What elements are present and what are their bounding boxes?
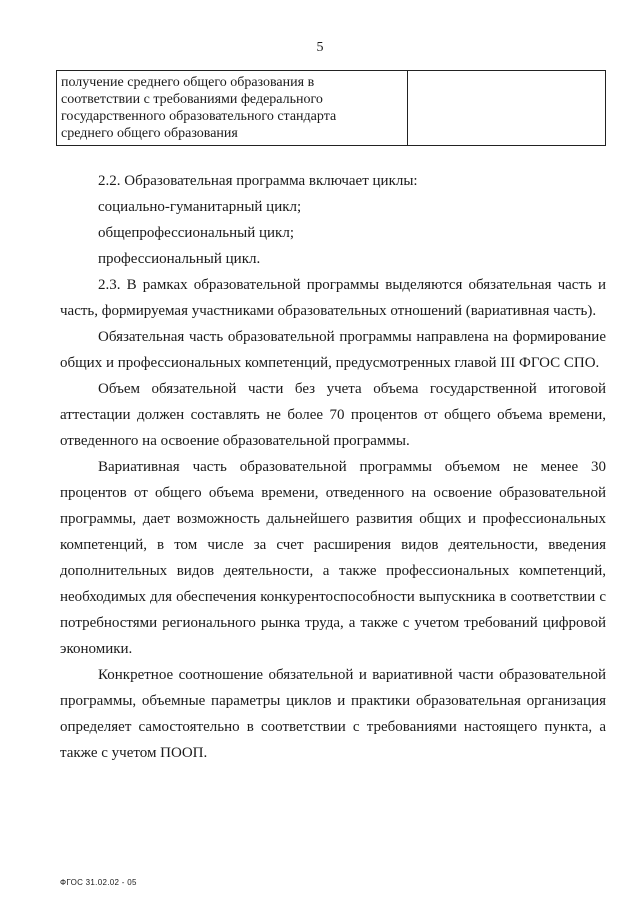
document-body [60,168,606,766]
cycle-item: социально-гуманитарный цикл; [98,199,302,215]
table-cell-left [57,71,408,145]
cycle-item: общепрофессиональный цикл; [98,225,294,241]
paragraph-volume: Объем обязательной части без учета объема государственной итоговой аттестации должен составлять не более 70 процентов от общего объема времени, отведенного на освоение образовательной программы. [60,381,606,449]
table-cell-line: среднего общего образования [61,126,238,141]
paragraph-variative-part: Вариативная часть образовательной программы объемом не менее 30 процентов от общего объема времени, отведенного на освоение образовательной программы, дает возможность дальнейшего развития общих и профессиональных компетенций, в том числе за счет расширения видов деятельности, введения дополнительных видов деятельности, а также профессиональных компетенций, необходимых для обеспечения конкурентоспособности выпускника в соответствии с потребностями регионального рынка труда, а также с учетом требований цифровой экономики. [60,459,606,657]
continuation-table [56,70,606,146]
table-cell-line: соответствии с требованиями федерального [61,92,323,107]
table-cell-line: государственного образовательного стандарта [61,109,337,124]
page-number: 5 [316,40,324,55]
paragraph-2-3: 2.3. В рамках образовательной программы выделяются обязательная часть и часть, формируемая участниками образовательных отношений (вариативная часть). [60,277,606,319]
document-code-footer: ФГОС 31.02.02 - 05 [60,878,137,887]
paragraph-ratio: Конкретное соотношение обязательной и вариативной части образовательной программы, объемные параметры циклов и практики образовательная организация определяет самостоятельно в соответствии с требованиями настоящего пункта, а также с учетом ПООП. [60,667,606,761]
paragraph-2-2: 2.2. Образовательная программа включает циклы: [98,173,418,189]
table-cell-line: получение среднего общего образования в [61,75,315,90]
table-cell-right [408,71,605,145]
paragraph-mandatory-part: Обязательная часть образовательной программы направлена на формирование общих и профессиональных компетенций, предусмотренных главой III ФГОС СПО. [60,329,606,371]
cycle-item: профессиональный цикл. [98,251,261,267]
